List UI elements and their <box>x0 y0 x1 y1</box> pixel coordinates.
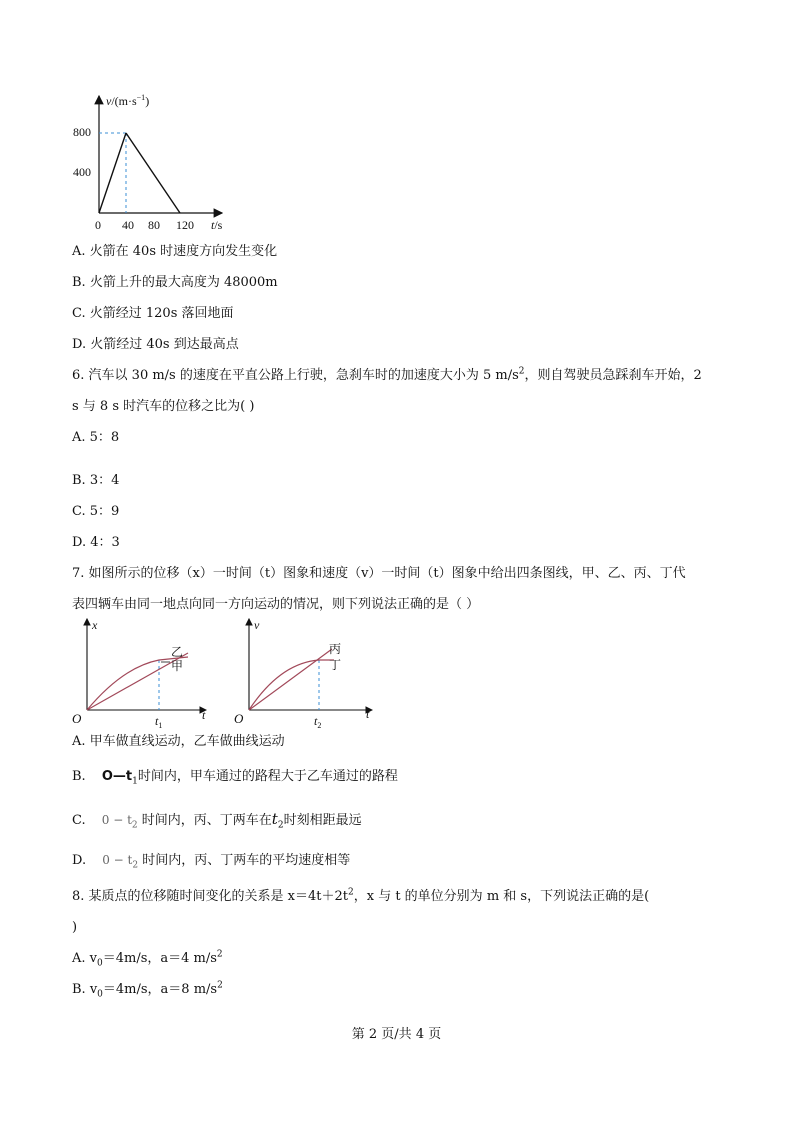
xt-origin: O <box>72 711 82 726</box>
q7-vt-graph <box>230 615 380 730</box>
page-footer: 第 2 页/共 4 页 <box>351 1027 442 1042</box>
q8-option-b: B. $v_0=4m/s$，a＝8 $m/s^2$ <box>72 980 223 1000</box>
q6-option-a: A. 5：8 <box>72 430 120 445</box>
vt-y-label: v <box>254 618 260 632</box>
y-tick-400: 400 <box>73 165 91 179</box>
q7-stem-line2: 表四辆车由同一地点向同一方向运动的情况，则下列说法正确的是（ ） <box>72 597 480 612</box>
xt-t1-label: $t_1$ <box>155 714 163 730</box>
q8-option-a: A. $v_0=4m/s$，a＝4 $m/s^2$ <box>72 949 223 969</box>
q7-stem-line1: 7. 如图所示的位移（x）一时间（t）图象和速度（v）一时间（t）图象中给出四条图线，甲、乙、丙、丁代 <box>72 566 686 581</box>
q6-option-b: B. 3：4 <box>72 473 120 488</box>
vt-curve-ding <box>249 660 334 710</box>
vt-label-bing: 丙 <box>329 642 342 656</box>
q7-option-c: C. $0 - t_2$ 时间内，丙、丁两车在$t_2$时刻相距最远 <box>72 810 362 831</box>
x-tick-80: 80 <box>148 218 160 232</box>
q6-option-d: D. 4：3 <box>72 535 120 550</box>
xt-label-jia: 甲 <box>171 659 184 673</box>
q5-option-b: B. 火箭上升的最大高度为 48000m <box>72 275 278 290</box>
rocket-vt-svg <box>70 88 240 236</box>
xt-x-label: t <box>202 708 206 722</box>
x-tick-40: 40 <box>122 218 134 232</box>
x-tick-0: 0 <box>95 218 101 232</box>
x-tick-120: 120 <box>176 218 194 232</box>
q6-stem-line1: 6. 汽车以 30 m/s 的速度在平直公路上行驶，急刹车时的加速度大小为 5 $m/s^2$，则自驾驶员急踩刹车开始，2 <box>72 366 702 383</box>
rocket-vt-graph <box>70 88 240 236</box>
q7-option-a: A. 甲车做直线运动，乙车做曲线运动 <box>72 734 285 749</box>
q5-option-d: D. 火箭经过 40s 到达最高点 <box>72 337 239 352</box>
q8-stem-line2: ) <box>72 920 78 935</box>
y-tick-800: 800 <box>73 125 91 139</box>
y-axis-label: $v/(m\cdot s^{-1})$ <box>106 93 150 108</box>
q5-option-c: C. 火箭经过 120s 落回地面 <box>72 306 234 321</box>
xt-label-yi: 乙 <box>171 645 184 659</box>
vt-origin: O <box>234 711 244 726</box>
q8-stem-line1: 8. 某质点的位移随时间变化的关系是 $x=4t+2t^2$，x 与 t 的单位分别为 m 和 s，下列说法正确的是( <box>72 887 650 904</box>
vt-label-ding: 丁 <box>329 658 342 672</box>
x-axis-label: t/s <box>211 218 223 232</box>
vt-t2-label: $t_2$ <box>314 714 322 730</box>
velocity-segment-0 <box>99 133 126 213</box>
q7-option-b: B. $O—t_1$时间内，甲车通过的路程大于乙车通过的路程 <box>72 769 398 787</box>
velocity-segment-1 <box>126 133 180 213</box>
q5-option-a: A. 火箭在 40s 时速度方向发生变化 <box>72 244 278 259</box>
y-axis-label-exp: −1 <box>136 93 146 102</box>
q6-stem-line2: s 与 8 s 时汽车的位移之比为( ) <box>72 399 255 414</box>
q7-xt-graph <box>68 615 218 730</box>
q6-option-c: C. 5：9 <box>72 504 120 519</box>
xt-y-label: x <box>92 618 98 632</box>
vt-line-bing <box>249 649 332 710</box>
vt-x-label: t <box>366 707 370 721</box>
q7-option-d: D. $0 - t_2$ 时间内，丙、丁两车的平均速度相等 <box>72 853 351 871</box>
